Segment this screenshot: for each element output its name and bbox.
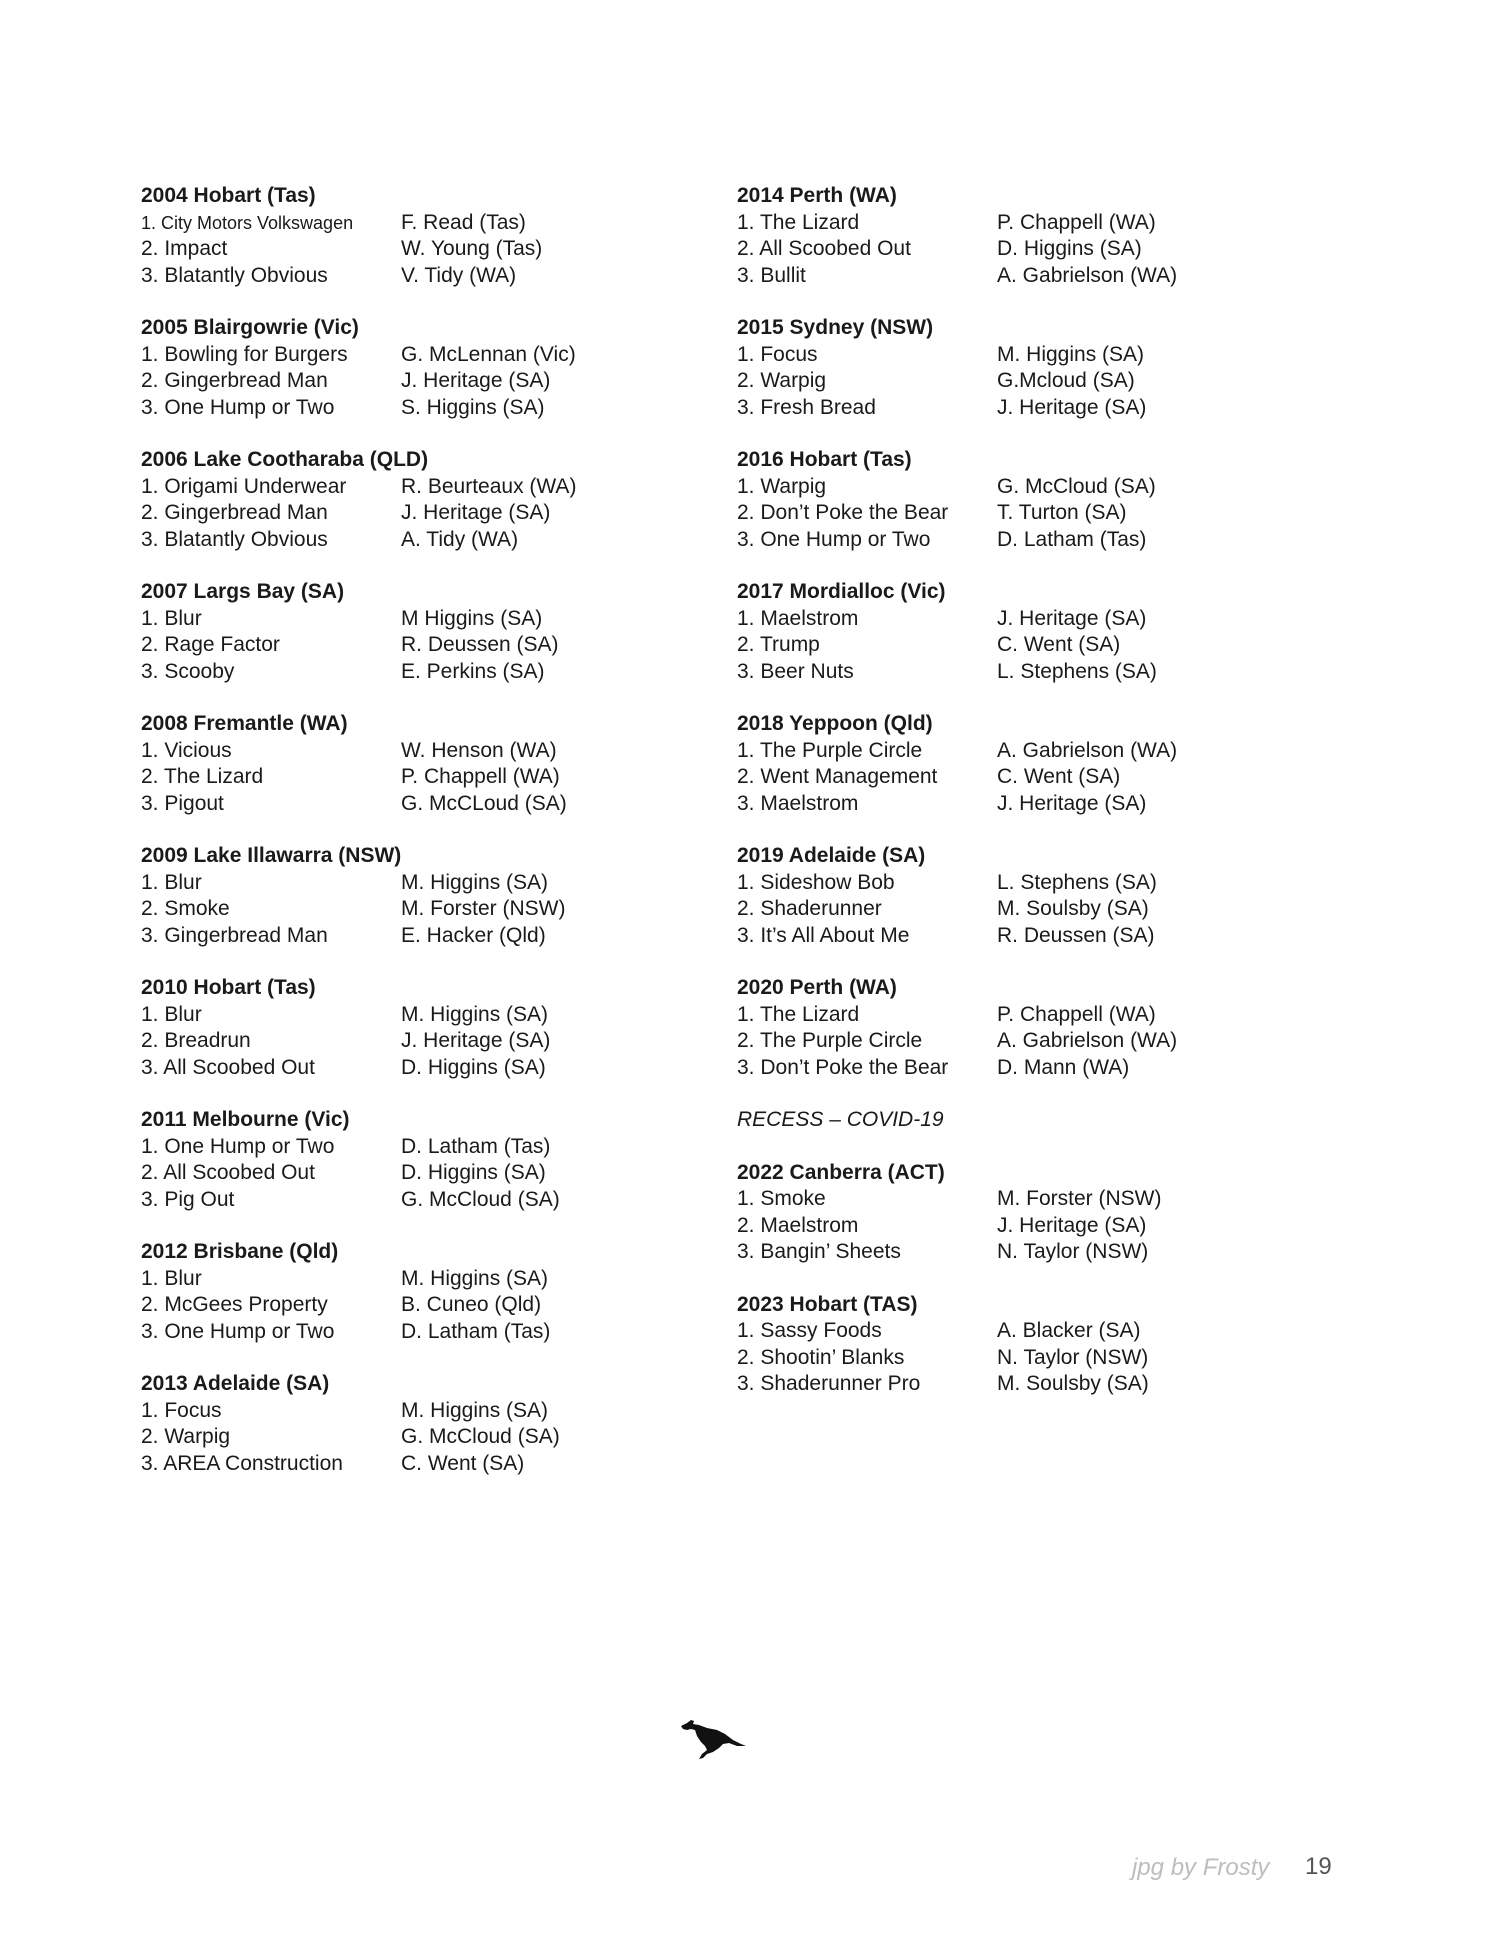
boat-name: 2. McGees Property — [141, 1293, 328, 1316]
result-row — [141, 500, 741, 527]
boat-name: 1. Vicious — [141, 738, 232, 762]
boat-name: 1. Blur — [141, 606, 202, 630]
skipper-name: G. McCloud (SA) — [401, 1187, 560, 1211]
event-title: 2014 Perth (WA) — [737, 184, 897, 207]
boat-name: 2. Rage Factor — [141, 633, 280, 656]
skipper-name: A. Tidy (WA) — [401, 527, 519, 551]
boat-name: 1. Blur — [141, 1266, 202, 1290]
result-row — [737, 263, 1337, 290]
event-title: 2004 Hobart (Tas) — [141, 184, 316, 207]
boat-name: 3. All Scoobed Out — [141, 1055, 315, 1079]
event-block — [141, 975, 741, 1081]
result-row — [141, 210, 741, 237]
recess-note: RECESS – COVID-19 — [737, 1108, 944, 1131]
result-row — [141, 1002, 741, 1029]
event-block — [141, 183, 741, 289]
result-row — [737, 1186, 1337, 1213]
result-row — [141, 342, 741, 369]
skipper-name: M. Higgins (SA) — [401, 870, 549, 894]
event-block — [737, 843, 1337, 949]
event-title: 2013 Adelaide (SA) — [141, 1372, 330, 1395]
result-row — [737, 210, 1337, 237]
event-block — [737, 975, 1337, 1081]
boat-name: 3. Pigout — [141, 791, 224, 815]
boat-name: 1. Sassy Foods — [737, 1319, 882, 1342]
boat-name: 2. All Scoobed Out — [141, 1161, 315, 1184]
footer-credit: jpg by Frosty — [1132, 1854, 1270, 1881]
skipper-name: S. Higgins (SA) — [401, 395, 545, 419]
skipper-name: A. Gabrielson (WA) — [997, 738, 1178, 762]
event-block — [141, 1239, 741, 1345]
boat-name: 2. The Purple Circle — [737, 1029, 923, 1052]
boat-name: 1. Smoke — [737, 1187, 826, 1210]
boat-name: 3. Fresh Bread — [737, 395, 876, 419]
event-title: 2019 Adelaide (SA) — [737, 844, 926, 867]
result-row — [141, 395, 741, 422]
boat-name: 2. Went Management — [737, 765, 938, 788]
skipper-name: G. McCloud (SA) — [401, 1425, 560, 1448]
result-row — [737, 1371, 1337, 1398]
boat-name: 1. Blur — [141, 870, 202, 894]
skipper-name: D. Higgins (SA) — [401, 1055, 546, 1079]
boat-name: 3. One Hump or Two — [141, 395, 335, 419]
result-row — [737, 870, 1337, 897]
boat-name: 3. Bullit — [737, 263, 806, 287]
boat-name: 2. Maelstrom — [737, 1213, 859, 1237]
boat-name: 1. Focus — [141, 1398, 222, 1422]
skipper-name: L. Stephens (SA) — [997, 870, 1157, 894]
result-row — [737, 1213, 1337, 1240]
result-row — [141, 1451, 741, 1478]
skipper-name: J. Heritage (SA) — [997, 395, 1147, 419]
boat-name: 3. One Hump or Two — [737, 527, 931, 551]
kangaroo-icon — [677, 1712, 747, 1760]
boat-name: 2. Gingerbread Man — [141, 369, 328, 392]
skipper-name: A. Gabrielson (WA) — [997, 1029, 1178, 1052]
boat-name: 1. The Lizard — [737, 210, 860, 234]
skipper-name: M. Forster (NSW) — [401, 897, 566, 920]
result-row — [737, 896, 1337, 923]
event-title: 2023 Hobart (TAS) — [737, 1292, 918, 1316]
event-block — [737, 447, 1337, 553]
boat-name: 3. Shaderunner Pro — [737, 1372, 921, 1395]
result-row — [737, 236, 1337, 263]
skipper-name: W. Young (Tas) — [401, 237, 543, 260]
event-title: 2008 Fremantle (WA) — [141, 712, 348, 735]
event-block — [141, 843, 741, 949]
skipper-name: C. Went (SA) — [997, 633, 1121, 656]
result-row — [737, 474, 1337, 501]
skipper-name: C. Went (SA) — [401, 1451, 525, 1475]
skipper-name: N. Taylor (NSW) — [997, 1345, 1149, 1369]
result-row — [141, 236, 741, 263]
boat-name: 1. Sideshow Bob — [737, 870, 895, 894]
event-block — [141, 315, 741, 421]
boat-name: 2. Smoke — [141, 897, 230, 920]
skipper-name: M. Higgins (SA) — [401, 1398, 549, 1422]
result-row — [737, 659, 1337, 686]
event-block — [141, 1371, 741, 1477]
boat-name: 3. Blatantly Obvious — [141, 263, 328, 287]
boat-name: 2. Trump — [737, 633, 820, 656]
result-row — [141, 659, 741, 686]
boat-name: 3. Blatantly Obvious — [141, 527, 328, 551]
boat-name: 2. Gingerbread Man — [141, 501, 328, 524]
result-row — [141, 527, 741, 554]
result-row — [141, 870, 741, 897]
boat-name: 1. Maelstrom — [737, 606, 859, 630]
boat-name: 1. Bowling for Burgers — [141, 342, 348, 366]
result-row — [737, 1239, 1337, 1266]
boat-name: 2. Shootin’ Blanks — [737, 1345, 905, 1369]
result-row — [141, 1160, 741, 1187]
skipper-name: D. Latham (Tas) — [997, 527, 1147, 551]
event-block — [737, 579, 1337, 685]
boat-name: 1. The Purple Circle — [737, 738, 923, 762]
result-row — [141, 1292, 741, 1319]
event-block — [737, 711, 1337, 817]
event-title: 2015 Sydney (NSW) — [737, 316, 934, 339]
result-row — [737, 1055, 1337, 1082]
result-row — [737, 632, 1337, 659]
boat-name: 1. Warpig — [737, 474, 827, 498]
result-row — [737, 764, 1337, 791]
boat-name: 1. Origami Underwear — [141, 474, 347, 498]
result-row — [737, 1318, 1337, 1345]
skipper-name: D. Higgins (SA) — [401, 1161, 546, 1184]
event-title: 2010 Hobart (Tas) — [141, 976, 316, 999]
boat-name: 1. Blur — [141, 1002, 202, 1026]
result-row — [141, 1055, 741, 1082]
skipper-name: P. Chappell (WA) — [997, 1002, 1156, 1026]
event-title: 2011 Melbourne (Vic) — [141, 1108, 350, 1131]
event-block — [141, 579, 741, 685]
boat-name: 1. City Motors Volkswagen — [141, 212, 354, 233]
skipper-name: R. Beurteaux (WA) — [401, 474, 577, 498]
skipper-name: G. McCLoud (SA) — [401, 791, 567, 815]
skipper-name: M Higgins (SA) — [401, 606, 543, 630]
boat-name: 1. Focus — [737, 342, 818, 366]
skipper-name: P. Chappell (WA) — [997, 210, 1156, 234]
boat-name: 2. Breadrun — [141, 1029, 251, 1052]
result-row — [141, 1398, 741, 1425]
boat-name: 3. One Hump or Two — [141, 1319, 335, 1343]
result-row — [141, 606, 741, 633]
result-row — [141, 263, 741, 290]
skipper-name: A. Blacker (SA) — [997, 1319, 1141, 1342]
result-row — [141, 1187, 741, 1214]
skipper-name: M. Forster (NSW) — [997, 1187, 1162, 1210]
result-row — [141, 1424, 741, 1451]
boat-name: 2. Impact — [141, 237, 228, 260]
result-row — [141, 632, 741, 659]
skipper-name: W. Henson (WA) — [401, 738, 557, 762]
skipper-name: R. Deussen (SA) — [997, 923, 1155, 947]
result-row — [737, 1028, 1337, 1055]
boat-name: 2. Don’t Poke the Bear — [737, 501, 949, 524]
skipper-name: D. Latham (Tas) — [401, 1319, 551, 1343]
skipper-name: J. Heritage (SA) — [997, 791, 1147, 815]
boat-name: 2. Shaderunner — [737, 897, 882, 920]
boat-name: 3. Gingerbread Man — [141, 923, 328, 947]
skipper-name: E. Perkins (SA) — [401, 659, 545, 683]
result-row — [737, 791, 1337, 818]
boat-name: 3. Pig Out — [141, 1187, 235, 1211]
skipper-name: R. Deussen (SA) — [401, 633, 559, 656]
result-row — [141, 764, 741, 791]
event-block — [737, 1160, 1337, 1266]
event-title: 2022 Canberra (ACT) — [737, 1160, 945, 1184]
result-row — [737, 527, 1337, 554]
skipper-name: D. Higgins (SA) — [997, 237, 1142, 260]
event-title: 2009 Lake Illawarra (NSW) — [141, 844, 402, 867]
boat-name: 2. All Scoobed Out — [737, 237, 911, 260]
result-row — [141, 474, 741, 501]
event-title: 2007 Largs Bay (SA) — [141, 580, 345, 603]
skipper-name: M. Soulsby (SA) — [997, 1372, 1149, 1395]
result-row — [737, 738, 1337, 765]
result-row — [141, 738, 741, 765]
skipper-name: J. Heritage (SA) — [401, 1029, 551, 1052]
boat-name: 3. AREA Construction — [141, 1451, 343, 1475]
skipper-name: M. Higgins (SA) — [997, 342, 1145, 366]
skipper-name: J. Heritage (SA) — [401, 369, 551, 392]
boat-name: 3. Don’t Poke the Bear — [737, 1055, 949, 1079]
boat-name: 2. Warpig — [737, 369, 827, 392]
skipper-name: C. Went (SA) — [997, 765, 1121, 788]
boat-name: 3. Bangin’ Sheets — [737, 1240, 901, 1263]
boat-name: 1. The Lizard — [737, 1002, 860, 1026]
result-row — [141, 1028, 741, 1055]
event-title: 2012 Brisbane (Qld) — [141, 1240, 339, 1263]
event-block — [141, 447, 741, 553]
event-block — [737, 1292, 1337, 1398]
skipper-name: A. Gabrielson (WA) — [997, 263, 1178, 287]
result-row — [141, 1319, 741, 1346]
result-row — [141, 896, 741, 923]
skipper-name: G.Mcloud (SA) — [997, 369, 1135, 392]
event-block — [141, 711, 741, 817]
skipper-name: F. Read (Tas) — [401, 210, 526, 234]
result-row — [141, 1266, 741, 1293]
result-row — [737, 500, 1337, 527]
boat-name: 1. One Hump or Two — [141, 1134, 335, 1158]
skipper-name: M. Higgins (SA) — [401, 1266, 549, 1290]
result-row — [737, 368, 1337, 395]
result-row — [141, 791, 741, 818]
skipper-name: G. McCloud (SA) — [997, 474, 1156, 498]
result-row — [141, 1134, 741, 1161]
skipper-name: J. Heritage (SA) — [997, 606, 1147, 630]
skipper-name: B. Cuneo (Qld) — [401, 1293, 542, 1316]
skipper-name: T. Turton (SA) — [997, 501, 1127, 524]
skipper-name: P. Chappell (WA) — [401, 765, 560, 788]
result-row — [737, 395, 1337, 422]
boat-name: 3. Beer Nuts — [737, 659, 854, 683]
skipper-name: M. Higgins (SA) — [401, 1002, 549, 1026]
skipper-name: M. Soulsby (SA) — [997, 897, 1149, 920]
result-row — [737, 342, 1337, 369]
event-title: 2006 Lake Cootharaba (QLD) — [141, 448, 429, 471]
skipper-name: E. Hacker (Qld) — [401, 923, 546, 947]
skipper-name: N. Taylor (NSW) — [997, 1240, 1149, 1263]
event-block — [737, 183, 1337, 289]
skipper-name: D. Latham (Tas) — [401, 1134, 551, 1158]
result-row — [141, 923, 741, 950]
boat-name: 3. It’s All About Me — [737, 923, 910, 947]
skipper-name: G. McLennan (Vic) — [401, 342, 576, 366]
event-block — [737, 315, 1337, 421]
event-title: 2005 Blairgowrie (Vic) — [141, 316, 359, 339]
result-row — [737, 923, 1337, 950]
result-row — [141, 368, 741, 395]
event-block — [141, 1107, 741, 1213]
event-title: 2016 Hobart (Tas) — [737, 448, 912, 471]
skipper-name: J. Heritage (SA) — [401, 501, 551, 524]
page-number: 19 — [1305, 1853, 1332, 1880]
right-column — [737, 183, 1337, 1424]
skipper-name: V. Tidy (WA) — [401, 263, 517, 287]
skipper-name: L. Stephens (SA) — [997, 659, 1157, 683]
left-column — [141, 183, 741, 1503]
result-row — [737, 606, 1337, 633]
boat-name: 3. Scooby — [141, 659, 235, 683]
event-title: 2018 Yeppoon (Qld) — [737, 712, 933, 735]
event-title: 2017 Mordialloc (Vic) — [737, 580, 946, 603]
skipper-name: J. Heritage (SA) — [997, 1213, 1147, 1237]
skipper-name: D. Mann (WA) — [997, 1055, 1130, 1079]
boat-name: 2. The Lizard — [141, 765, 264, 788]
result-row — [737, 1002, 1337, 1029]
result-row — [737, 1345, 1337, 1372]
boat-name: 2. Warpig — [141, 1425, 231, 1448]
event-title: 2020 Perth (WA) — [737, 976, 897, 999]
boat-name: 3. Maelstrom — [737, 791, 859, 815]
